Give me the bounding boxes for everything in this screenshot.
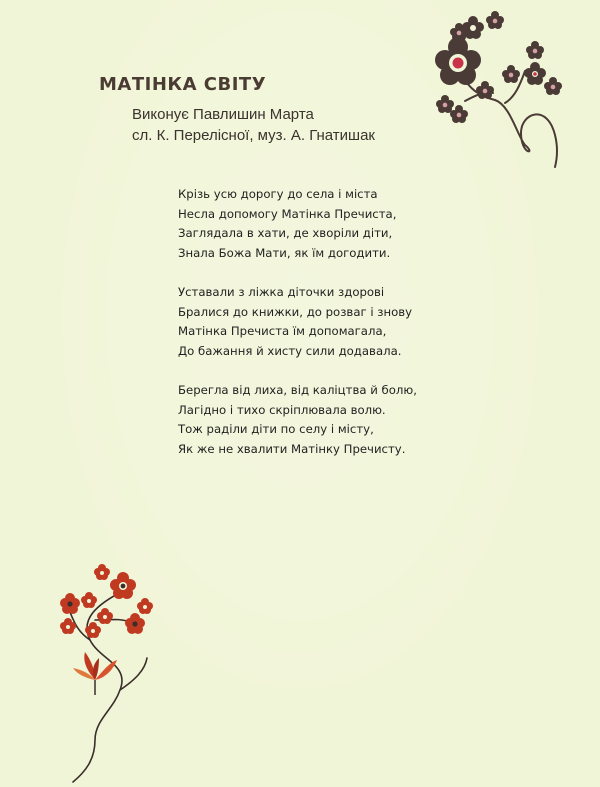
poem-line: До бажання й хисту сили додавала.	[178, 343, 402, 358]
poem-line: Тож раділи діти по селу і місту,	[178, 422, 374, 436]
poem-line: Матінка Пречиста їм допомагала,	[178, 324, 387, 338]
brown-flowers-icon	[425, 5, 600, 175]
poem-line: Лагідно і тихо скріплювала волю.	[178, 402, 386, 417]
poem-line: Як же не хвалити Матінку Пречисту.	[178, 441, 406, 456]
stanza	[178, 381, 417, 459]
performer-line: Виконує Павлишин Марта	[132, 106, 314, 123]
poem-line: Знала Божа Мати, як їм догодити.	[178, 245, 391, 260]
poem-line: Уставали з ліжка діточки здорові	[178, 285, 385, 299]
poem-line: Берегла від лиха, від каліцтва й болю,	[178, 383, 417, 397]
poem-line: Заглядала в хати, де хворіли діти,	[178, 226, 393, 240]
page-title: МАТІНКА СВІТУ	[99, 74, 267, 95]
authors-line: сл. К. Перелісної, муз. А. Гнатишак	[132, 127, 375, 144]
poem-text	[178, 185, 417, 459]
poem-line: Несла допомогу Матінка Пречиста,	[178, 206, 397, 221]
red-flowers-icon	[55, 560, 165, 785]
poem-line: Бралися до книжки, до розваг і знову	[178, 304, 413, 319]
stanza	[178, 185, 417, 263]
credits	[132, 104, 375, 146]
stanza	[178, 283, 417, 361]
poem-line: Крізь усю дорогу до села і міста	[178, 187, 378, 201]
